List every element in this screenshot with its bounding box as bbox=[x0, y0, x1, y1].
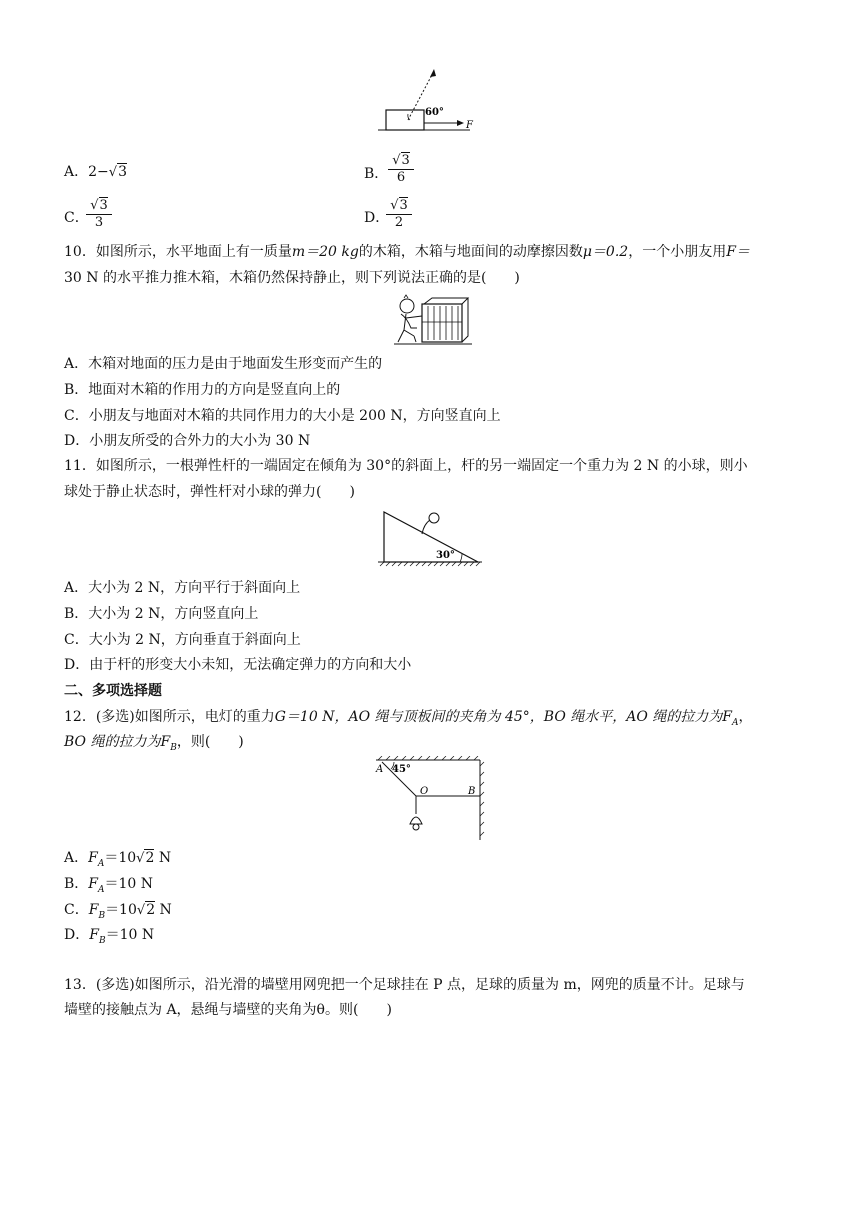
q11-option-a[interactable]: A．大小为 2 N，方向平行于斜面向上 bbox=[64, 580, 301, 596]
q9-option-b-letter[interactable]: B． bbox=[364, 166, 389, 182]
q11-stem-line1: 11．如图所示，一根弹性杆的一端固定在倾角为 30°的斜面上，杆的另一端固定一个重力为 2 N 的小球，则小 bbox=[64, 458, 748, 474]
q12-option-b[interactable]: B．$F_A=10$ N bbox=[64, 876, 154, 895]
q10-stem-line1: 10．如图所示，水平地面上有一质量m＝20 kg的木箱，木箱与地面间的动摩擦因数μ＝0.2，一个小朋友用F＝ bbox=[64, 244, 750, 260]
q10-stem-line2: 30 N 的水平推力推木箱，木箱仍然保持静止，则下列说法正确的是( ) bbox=[64, 270, 520, 286]
section-title-multiple-choice: 二、多项选择题 bbox=[64, 683, 162, 699]
q9-option-d-fraction: $\frac{√3}{2}$ bbox=[386, 198, 412, 231]
q10-option-c[interactable]: C．小朋友与地面对木箱的共同作用力的大小是 200 N，方向竖直向上 bbox=[64, 408, 501, 424]
q11-option-c[interactable]: C．大小为 2 N，方向垂直于斜面向上 bbox=[64, 632, 301, 648]
point-o-label: O bbox=[420, 786, 429, 797]
q13-stem-line1: 13．(多选)如图所示，沿光滑的墙壁用网兜把一个足球挂在 P 点，足球的质量为 m，网兜的质量不计。足球与 bbox=[64, 977, 745, 993]
incline-rod-ball-figure bbox=[378, 508, 486, 570]
q11-option-b[interactable]: B．大小为 2 N，方向竖直向上 bbox=[64, 606, 259, 622]
lamp-ropes-figure bbox=[374, 756, 486, 840]
child-pushing-box-figure bbox=[394, 294, 472, 346]
q12-option-d[interactable]: D．$F_B=10$ N bbox=[64, 927, 155, 946]
force-f-label: F bbox=[466, 120, 473, 131]
angle-60-label: 60° bbox=[425, 107, 444, 118]
q12-option-c[interactable]: C．$F_B=10√2$ N bbox=[64, 902, 172, 921]
q12-stem-line1: 12．(多选)如图所示，电灯的重力G＝10 N，AO 绳与顶板间的夹角为 45°，BO 绳水平，AO 绳的拉力为$F_A$， bbox=[64, 709, 753, 728]
q10-option-b[interactable]: B．地面对木箱的作用力的方向是竖直向上的 bbox=[64, 382, 341, 398]
option-letter: A． bbox=[64, 164, 89, 180]
q9-option-b-fraction: $\frac{√3}{6}$ bbox=[388, 153, 414, 186]
q9-option-a[interactable]: A．2−√3 bbox=[64, 164, 127, 180]
q9-option-d-letter[interactable]: D． bbox=[364, 210, 390, 226]
q11-stem-line2: 球处于静止状态时，弹性杆对小球的弹力( ) bbox=[64, 484, 355, 500]
q10-option-d[interactable]: D．小朋友所受的合外力的大小为 30 N bbox=[64, 433, 311, 449]
q12-option-a[interactable]: A．$F_A=10√2$ N bbox=[64, 850, 172, 869]
point-b-label: B bbox=[468, 786, 476, 797]
q9-option-c-letter[interactable]: C． bbox=[64, 210, 89, 226]
q12-stem-line2: BO 绳的拉力为$F_B$，则( ) bbox=[64, 734, 244, 753]
q10-option-a[interactable]: A．木箱对地面的压力是由于地面发生形变而产生的 bbox=[64, 356, 383, 372]
angle-45-label: 45° bbox=[392, 764, 411, 775]
q13-stem-line2: 墙壁的接触点为 A，悬绳与墙壁的夹角为θ。则( ) bbox=[64, 1002, 392, 1018]
q11-option-d[interactable]: D．由于杆的形变大小未知，无法确定弹力的方向和大小 bbox=[64, 657, 412, 673]
q9-option-c-fraction: $\frac{√3}{3}$ bbox=[86, 198, 112, 231]
point-a-label: A bbox=[376, 764, 384, 775]
block-force-figure bbox=[378, 66, 478, 136]
angle-30-label: 30° bbox=[436, 550, 455, 561]
